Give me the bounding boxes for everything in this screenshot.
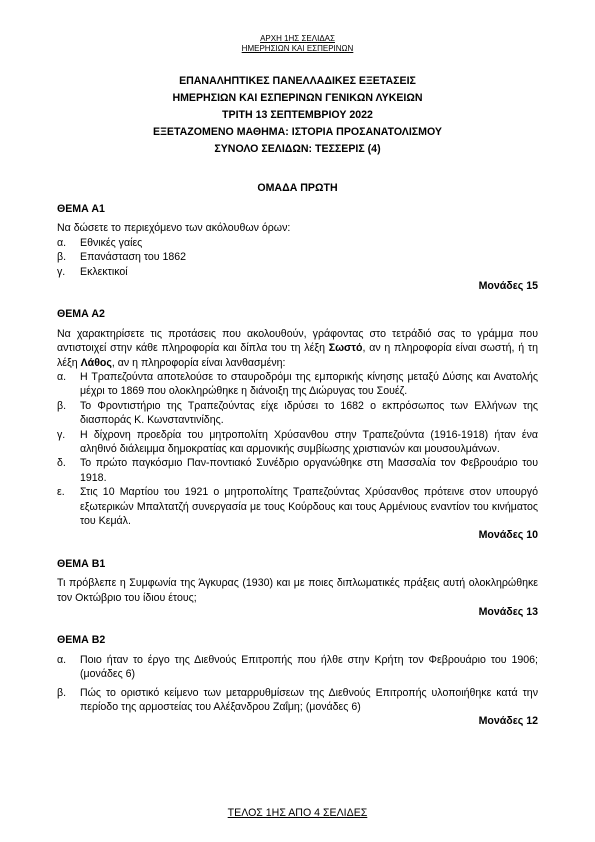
item-text: Πώς το οριστικό κείμενο των μεταρρυθμίσεων της Διεθνούς Επιτροπής υλοποιήθηκε κατά την περίοδο της αρμοστείας του Αλέξανδρου Ζαΐμη; (μονάδες 6) [80,686,538,714]
list-item [57,653,538,682]
section-b1-heading: ΘΕΜΑ Β1 [57,557,106,570]
intro-keyword-correct: Σωστό [328,342,363,355]
item-marker: δ. [57,457,66,470]
list-item [57,265,538,279]
item-marker: α. [57,236,67,249]
exam-page-count: ΣΥΝΟΛΟ ΣΕΛΙΔΩΝ: ΤΕΣΣΕΡΙΣ (4) [214,142,381,155]
section-a2-intro [57,327,538,370]
header-line-2: ΗΜΕΡΗΣΙΩΝ ΚΑΙ ΕΣΠΕΡΙΝΩΝ [241,44,354,54]
group-title: ΟΜΑΔΑ ΠΡΩΤΗ [257,182,338,195]
item-marker: γ. [57,265,66,278]
list-item [57,485,538,528]
exam-title-line-1: ΕΠΑΝΑΛΗΠΤΙΚΕΣ ΠΑΝΕΛΛΑΔΙΚΕΣ ΕΞΕΤΑΣΕΙΣ [179,74,416,87]
item-text: Επανάσταση του 1862 [80,251,187,264]
section-b2-heading: ΘΕΜΑ Β2 [57,634,106,647]
item-marker: β. [57,399,67,412]
item-marker: β. [57,251,67,264]
section-b1-text: Τι πρόβλεπε η Συμφωνία της Άγκυρας (1930) και με ποιες διπλωματικές πράξεις αυτή ολοκληρώθηκε τον Οκτώβριο του ίδιου έτους; [57,577,538,604]
item-text: Εθνικές γαίες [80,236,143,249]
item-marker: α. [57,653,67,666]
section-a1-marks: Μονάδες 15 [478,279,538,292]
item-text: Εκλεκτικοί [80,265,128,278]
page-header [57,34,538,55]
item-text: Το Φροντιστήριο της Τραπεζούντας είχε ιδρύσει το 1682 ο εκπρόσωπος των Ελλήνων της διασποράς Κ. Κωνσταντινίδης. [80,399,538,427]
exam-title-line-2: ΗΜΕΡΗΣΙΩΝ ΚΑΙ ΕΣΠΕΡΙΝΩΝ ΓΕΝΙΚΩΝ ΛΥΚΕΙΩΝ [172,91,423,104]
item-text: Η δίχρονη προεδρία του μητροπολίτη Χρύσανθου στην Τραπεζούντα (1916-1918) ήταν ένα αληθινό διάλειμμα δημοκρατίας και αρμονικής συμβίωσης χριστιανών και μουσουλμάνων. [80,428,538,455]
item-text: Η Τραπεζούντα αποτελούσε το σταυροδρόμι της εμπορικής κίνησης μεταξύ Δύσης και Ανατολής μέχρι το 1869 που ολοκληρώθηκε η διάνοιξη της Διώρυγας του Σουέζ. [80,370,538,398]
item-text: Ποιο ήταν το έργο της Διεθνούς Επιτροπής που ήλθε στην Κρήτη τον Φεβρουάριο του 1906; (μονάδες 6) [80,653,538,681]
intro-keyword-wrong: Λάθος [80,356,112,369]
item-marker: γ. [57,428,66,441]
section-a2-marks: Μονάδες 10 [478,529,538,542]
list-item [57,456,538,485]
list-item [57,399,538,428]
list-item [57,236,538,250]
section-a1-heading: ΘΕΜΑ Α1 [57,202,105,215]
section-a1-intro: Να δώσετε το περιεχόμενο των ακόλουθων όρων: [57,222,291,235]
item-marker: β. [57,686,67,699]
list-item [57,250,538,264]
section-b2-marks: Μονάδες 12 [478,715,538,728]
page-footer: ΤΕΛΟΣ 1ΗΣ ΑΠΟ 4 ΣΕΛΙΔΕΣ [227,807,368,819]
intro-text: Να χαρακτηρίσετε τις προτάσεις που ακολουθούν, γράφοντας στο τετράδιό σας το γράμμα που αντιστοιχεί στην κάθε πληροφορία και δίπλα του τη λέξη [57,327,538,355]
exam-subject: ΕΞΕΤΑΖΟΜΕΝΟ ΜΑΘΗΜΑ: ΙΣΤΟΡΙΑ ΠΡΟΣΑΝΑΤΟΛΙΣΜΟΥ [153,125,442,138]
header-line-1: ΑΡΧΗ 1ΗΣ ΣΕΛΙΔΑΣ [260,34,335,43]
list-item [57,686,538,715]
item-text: Το πρώτο παγκόσμιο Παν-ποντιακό Συνέδριο οργανώθηκε στη Μασσαλία τον Φεβρουάριο του 1918. [80,457,538,484]
intro-text: , αν η πληροφορία είναι σωστή, ή τη λέξη [57,342,538,369]
list-item [57,370,538,399]
exam-date: ΤΡΙΤΗ 13 ΣΕΠΤΕΜΒΡΙΟΥ 2022 [222,108,373,121]
item-text: Στις 10 Μαρτίου του 1921 ο μητροπολίτης Τραπεζούντας Χρύσανθος πρότεινε στον υπουργό εξωτερικών Μπαλτατζή συνεργασία με τους Κούρδους και τους Αρμένιους εναντίον του κινήματος του Κεμάλ. [80,486,538,527]
exam-title-block [57,73,538,158]
item-marker: α. [57,370,67,383]
item-marker: ε. [57,486,65,499]
section-b1-marks: Μονάδες 13 [478,606,538,619]
intro-text: , αν η πληροφορία είναι λανθασμένη: [111,356,286,369]
section-a2-heading: ΘΕΜΑ Α2 [57,308,105,321]
list-item [57,428,538,457]
